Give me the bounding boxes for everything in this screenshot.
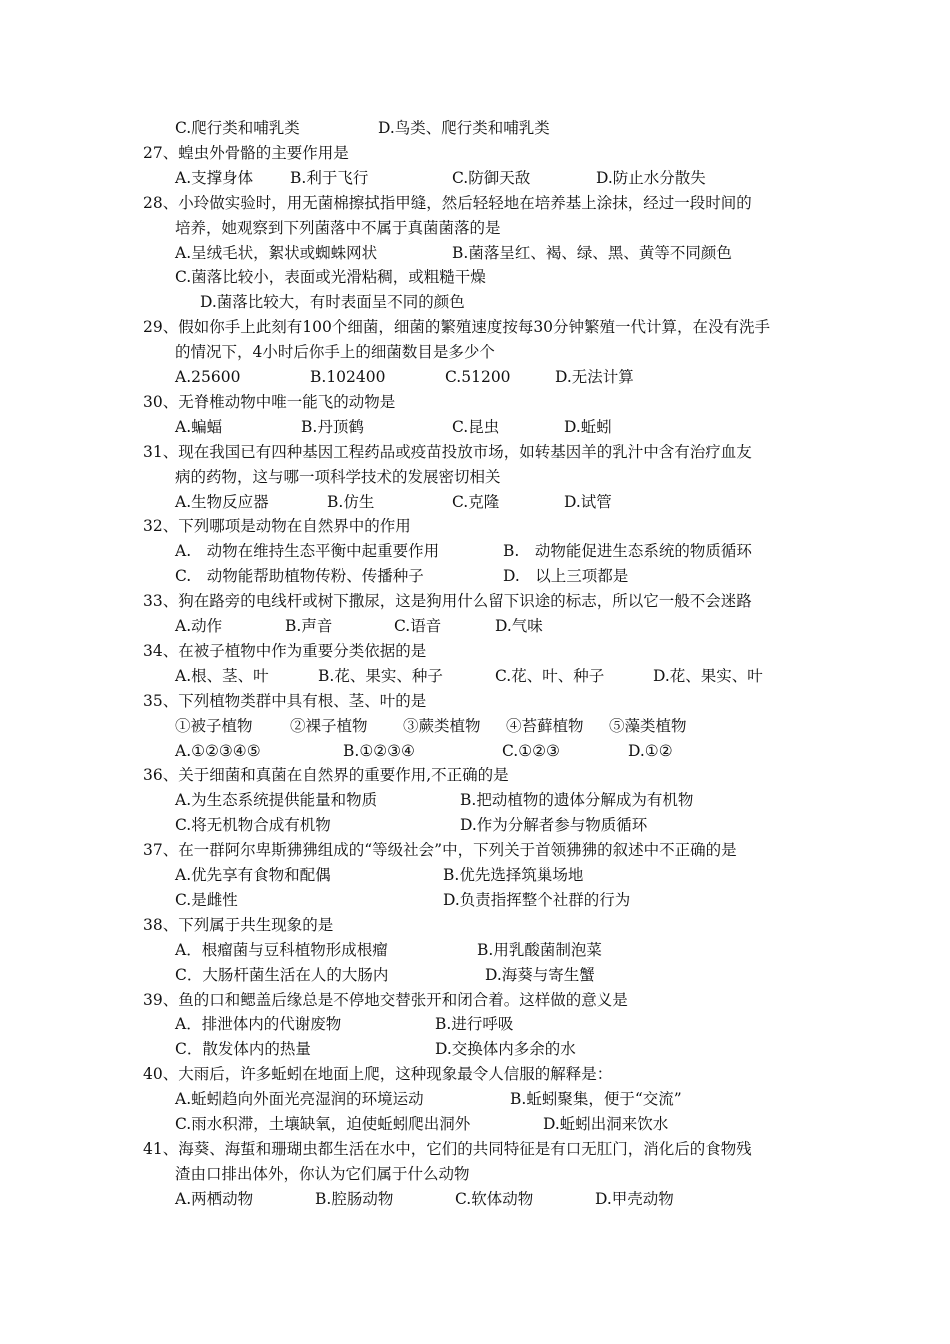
answer-option: A．根瘤菌与豆科植物形成根瘤 — [175, 940, 388, 959]
question-line — [143, 589, 752, 614]
question-number: 28、 — [143, 193, 179, 212]
answer-option: C．大肠杆菌生活在人的大肠内 — [175, 965, 389, 984]
answer-option: B.利于飞行 — [290, 168, 369, 187]
answer-option: B.①②③④ — [343, 741, 415, 760]
answer-option: C. 动物能帮助植物传粉、传播种子 — [175, 567, 424, 586]
question-number: 27、 — [143, 143, 179, 162]
answer-option: ③蕨类植物 — [403, 716, 481, 735]
question-number: 37、 — [143, 841, 179, 860]
question-stem-continuation: 的情况下，4小时后你手上的细菌数目是多少个 — [175, 343, 495, 362]
answer-option: C.是雌性 — [175, 890, 238, 909]
answer-option: C.语音 — [394, 617, 442, 635]
answer-option: C.克隆 — [452, 492, 500, 511]
answer-option: C.菌落比较小，表面或光滑粘稠，或粗糙干燥 — [175, 268, 486, 287]
answer-option: ②裸子植物 — [290, 716, 368, 735]
answer-option: C.爬行类和哺乳类 — [175, 119, 300, 137]
question-stem: 大雨后，许多蚯蚓在地面上爬，这种现象最令人信服的解释是： — [178, 1065, 613, 1084]
answer-option: B.进行呼吸 — [435, 1015, 514, 1034]
answer-option: ④苔藓植物 — [506, 716, 584, 735]
answer-option: C.雨水积滞，土壤缺氧，迫使蚯蚓爬出洞外 — [175, 1115, 471, 1133]
answer-option: C.昆虫 — [452, 417, 500, 436]
answer-option: C.花、叶、种子 — [495, 666, 605, 685]
answer-option: B.仿生 — [327, 492, 375, 511]
question-line — [143, 390, 395, 415]
question-stem: 狗在路旁的电线杆或树下撒尿，这是狗用什么留下识途的标志，所以它一般不会迷路 — [178, 592, 752, 611]
question-stem: 鱼的口和鳃盖后缘总是不停地交替张开和闭合着。这样做的意义是 — [178, 990, 628, 1009]
question-stem-continuation: 渣由口排出体外，你认为它们属于什么动物 — [175, 1164, 470, 1183]
question-line — [143, 141, 349, 166]
question-number: 40、 — [143, 1065, 179, 1084]
answer-option: ⑤藻类植物 — [609, 716, 687, 735]
question-stem: 在一群阿尔卑斯狒狒组成的“等级社会”中，下列关于首领狒狒的叙述中不正确的是 — [178, 841, 737, 860]
answer-option: D.试管 — [564, 492, 612, 511]
answer-option: C.51200 — [445, 368, 511, 386]
question-number: 34、 — [143, 641, 179, 660]
question-line — [143, 191, 752, 216]
question-line — [143, 913, 333, 938]
answer-option: B. 动物能促进生态系统的物质循环 — [503, 542, 752, 561]
answer-option: A.为生态系统提供能量和物质 — [175, 791, 378, 810]
question-stem: 蝗虫外骨骼的主要作用是 — [178, 143, 349, 162]
question-stem: 小玲做实验时，用无菌棉擦拭指甲缝，然后轻轻地在培养基上涂抹，经过一段时间的 — [178, 193, 752, 212]
question-line — [143, 763, 509, 788]
answer-option: B.菌落呈红、褐、绿、黑、黄等不同颜色 — [452, 243, 732, 262]
answer-option: D.气味 — [495, 617, 543, 635]
answer-option: A.生物反应器 — [175, 492, 269, 511]
question-stem: 假如你手上此刻有100个细菌，细菌的繁殖速度按每30分钟繁殖一代计算，在没有洗手 — [178, 318, 771, 337]
question-stem-continuation: 培养，她观察到下列菌落中不属于真菌菌落的是 — [175, 218, 501, 237]
answer-option: D.交换体内多余的水 — [435, 1040, 576, 1059]
answer-option: D.无法计算 — [555, 368, 634, 386]
question-number: 41、 — [143, 1139, 179, 1158]
answer-option: A.25600 — [175, 368, 241, 386]
question-stem: 下列哪项是动物在自然界中的作用 — [178, 517, 411, 536]
question-number: 35、 — [143, 691, 179, 710]
answer-option: B.优先选择筑巢场地 — [443, 866, 584, 884]
question-number: 31、 — [143, 442, 179, 461]
question-number: 32、 — [143, 517, 179, 536]
answer-option: D.鸟类、爬行类和哺乳类 — [378, 119, 550, 137]
answer-option: C.①②③ — [502, 741, 560, 760]
answer-option: D.海葵与寄生蟹 — [485, 965, 595, 984]
answer-option: A.根、茎、叶 — [175, 666, 269, 685]
answer-option: B.102400 — [310, 368, 386, 386]
answer-option: B.用乳酸菌制泡菜 — [477, 940, 602, 959]
question-number: 30、 — [143, 392, 179, 411]
answer-option: D.负责指挥整个社群的行为 — [443, 890, 631, 909]
answer-option: D.花、果实、叶 — [653, 666, 763, 685]
question-stem: 现在我国已有四种基因工程药品或疫苗投放市场，如转基因羊的乳汁中含有治疗血友 — [178, 442, 752, 461]
answer-option: B.把动植物的遗体分解成为有机物 — [460, 791, 694, 810]
answer-option: D.甲壳动物 — [595, 1189, 674, 1208]
answer-option: A.蝙蝠 — [175, 417, 223, 436]
answer-option: C.防御天敌 — [452, 168, 531, 187]
answer-option: D.防止水分散失 — [596, 168, 706, 187]
question-number: 33、 — [143, 592, 179, 611]
answer-option: A. 动物在维持生态平衡中起重要作用 — [175, 542, 440, 561]
answer-option: C.软体动物 — [455, 1189, 534, 1208]
question-stem: 无脊椎动物中唯一能飞的动物是 — [178, 392, 396, 411]
answer-option: B.花、果实、种子 — [318, 666, 443, 685]
answer-option: A.蚯蚓趋向外面光亮湿润的环境运动 — [175, 1090, 424, 1109]
answer-option: D.①② — [628, 741, 673, 760]
question-line — [143, 639, 426, 664]
answer-option: D.作为分解者参与物质循环 — [460, 816, 648, 835]
question-number: 39、 — [143, 990, 179, 1009]
answer-option: B.蚯蚓聚集，便于“交流” — [510, 1090, 682, 1109]
question-stem: 在被子植物中作为重要分类依据的是 — [178, 641, 427, 660]
answer-option: D.蚯蚓 — [564, 417, 612, 436]
question-stem: 下列植物类群中具有根、茎、叶的是 — [178, 691, 427, 710]
answer-option: C．散发体内的热量 — [175, 1040, 311, 1059]
question-line — [143, 838, 737, 863]
answer-option: A.优先享有食物和配偶 — [175, 866, 331, 884]
question-stem: 海葵、海蜇和珊瑚虫都生活在水中，它们的共同特征是有口无肛门，消化后的食物残 — [178, 1139, 752, 1158]
question-line — [143, 988, 628, 1013]
answer-option: D.蚯蚓出洞来饮水 — [543, 1115, 669, 1133]
answer-option: B.腔肠动物 — [315, 1189, 394, 1208]
answer-option: C.将无机物合成有机物 — [175, 816, 331, 835]
question-line — [143, 1137, 752, 1162]
question-line — [143, 440, 752, 465]
question-stem: 下列属于共生现象的是 — [178, 915, 334, 934]
question-number: 29、 — [143, 318, 179, 337]
question-number: 36、 — [143, 766, 179, 785]
answer-option: A.两栖动物 — [175, 1189, 254, 1208]
question-line — [143, 514, 411, 539]
answer-option: A.动作 — [175, 617, 223, 635]
answer-option: A．排泄体内的代谢废物 — [175, 1015, 342, 1034]
question-line — [143, 689, 426, 714]
question-line — [143, 1062, 612, 1087]
question-stem-continuation: 病的药物，这与哪一项科学技术的发展密切相关 — [175, 467, 501, 486]
question-number: 38、 — [143, 915, 179, 934]
answer-option: A.①②③④⑤ — [175, 741, 261, 760]
answer-option: ①被子植物 — [175, 716, 253, 735]
answer-option: B.丹顶鹤 — [301, 417, 364, 436]
question-line — [143, 315, 770, 340]
answer-option: B.声音 — [285, 617, 333, 635]
answer-option: D. 以上三项都是 — [503, 567, 629, 586]
answer-option: D.菌落比较大，有时表面呈不同的颜色 — [200, 293, 465, 312]
answer-option: A.支撑身体 — [175, 168, 254, 187]
question-stem: 关于细菌和真菌在自然界的重要作用,不正确的是 — [178, 766, 509, 785]
answer-option: A.呈绒毛状，絮状或蜘蛛网状 — [175, 243, 378, 262]
